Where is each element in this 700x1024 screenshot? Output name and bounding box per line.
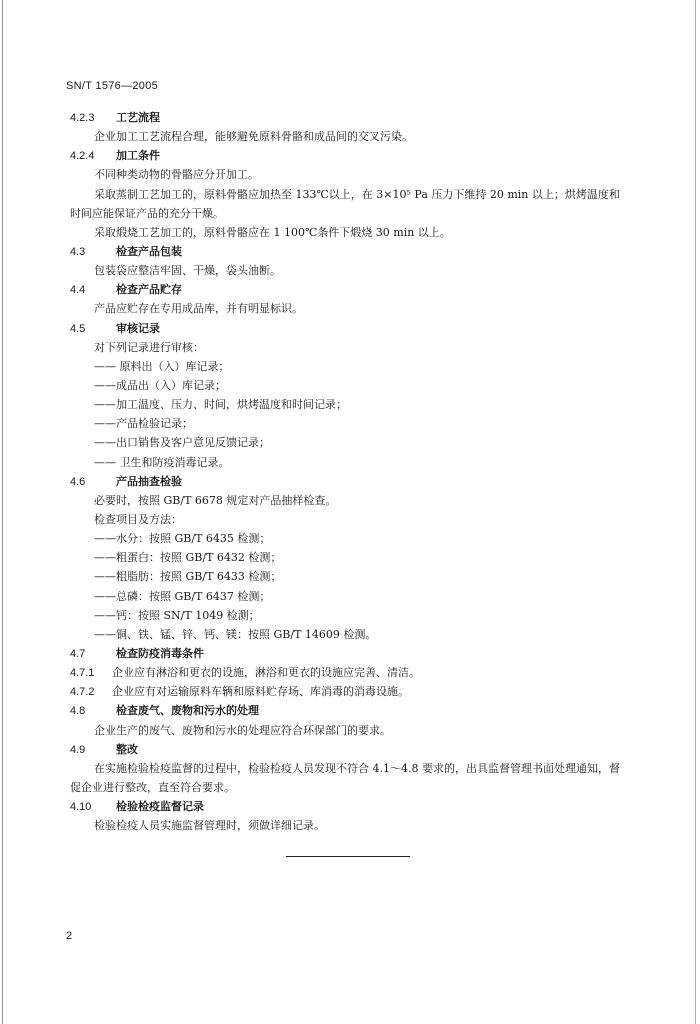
section-title: 检查产品包装	[116, 245, 182, 259]
list-item: ——钙：按照 SN/T 1049 检测；	[94, 608, 260, 622]
paragraph: 必要时，按照 GB/T 6678 规定对产品抽样检查。	[94, 493, 337, 507]
standard-code-header: SN/T 1576—2005	[66, 80, 159, 92]
paragraph-wrapped: 采取蒸制工艺加工的，原料骨骼应加热至 133℃以上，在 3×10⁵ Pa 压力下维持 20 min 以上；烘烤温度和时间应能保证产品的充分干燥。	[70, 187, 620, 220]
section-heading-4-9	[0, 740, 700, 759]
section-title: 检查废气、废物和污水的处理	[116, 704, 259, 718]
section-number: 4.6	[70, 475, 86, 488]
paragraph: 包装袋应整洁牢固、干燥，袋头油断。	[94, 264, 281, 278]
section-title: 加工条件	[116, 149, 160, 163]
section-title: 检验检疫监督记录	[116, 800, 204, 814]
section-title: 检查防疫消毒条件	[116, 646, 204, 660]
clause-4-7-2	[0, 682, 700, 701]
section-number: 4.2.4	[70, 150, 95, 163]
section-title: 整改	[116, 742, 138, 756]
page-number: 2	[66, 930, 73, 942]
section-heading-4-2-3	[0, 108, 700, 127]
section-number: 4.4	[70, 284, 86, 297]
section-heading-4-10	[0, 797, 700, 816]
section-number: 4.10	[70, 801, 92, 814]
section-title: 产品抽查检验	[116, 474, 182, 488]
section-number: 4.8	[70, 705, 86, 718]
section-number: 4.3	[70, 246, 86, 259]
paragraph: 采取煅烧工艺加工的，原料骨骼应在 1 100℃条件下煅烧 30 min 以上。	[94, 225, 451, 239]
paragraph: 企业生产的废气、废物和污水的处理应符合环保部门的要求。	[94, 723, 391, 737]
list-item: —— 卫生和防疫消毒记录。	[94, 455, 230, 469]
clause-text: 企业应有淋浴和更衣的设施，淋浴和更衣的设施应完善、清洁。	[112, 666, 420, 680]
list-item: ——产品检验记录；	[94, 417, 193, 431]
section-heading-4-6	[0, 472, 700, 491]
paragraph: 产品应贮存在专用成品库，并有明显标识。	[94, 302, 303, 316]
list-item: ——铜、铁、锰、锌、钙、镁：按照 GB/T 14609 检测。	[94, 627, 377, 641]
list-item: —— 原料出（入）库记录；	[94, 359, 230, 373]
section-title: 审核记录	[116, 321, 160, 335]
list-item: ——出口销售及客户意见反馈记录；	[94, 436, 270, 450]
paragraph: 检验检疫人员实施监督管理时，须做详细记录。	[94, 819, 325, 833]
list-item: ——粗脂肪：按照 GB/T 6433 检测；	[94, 570, 282, 584]
section-number: 4.2.3	[70, 112, 95, 124]
list-item: ——加工温度、压力、时间，烘烤温度和时间记录；	[94, 398, 347, 412]
section-number: 4.5	[70, 322, 86, 335]
paragraph-wrapped: 在实施检验检疫监督的过程中，检验检疫人员发现不符合 4.1～4.8 要求的，出具监督管理书面处理通知，督促企业进行整改，直至符合要求。	[70, 761, 620, 794]
paragraph: 对下列记录进行审核：	[94, 340, 204, 354]
section-number: 4.7	[70, 647, 86, 660]
clause-4-7-1	[0, 663, 700, 682]
section-number: 4.9	[70, 743, 86, 756]
section-heading-4-5	[0, 319, 700, 338]
paragraph: 不同种类动物的骨骼应分开加工。	[94, 168, 259, 182]
list-item: ——粗蛋白：按照 GB/T 6432 检测；	[94, 551, 282, 565]
section-heading-4-3	[0, 242, 700, 261]
section-heading-4-4	[0, 280, 700, 299]
section-number: 4.7.2	[70, 686, 95, 699]
section-title: 检查产品贮存	[116, 283, 182, 297]
end-of-document-rule	[286, 856, 410, 857]
list-item: ——水分：按照 GB/T 6435 检测；	[94, 532, 271, 546]
section-heading-4-8	[0, 701, 700, 720]
list-item: ——总磷：按照 GB/T 6437 检测；	[94, 589, 271, 603]
section-heading-4-2-4	[0, 146, 700, 165]
clause-text: 企业应有对运输原料车辆和原料贮存场、库消毒的消毒设施。	[112, 685, 409, 699]
section-number: 4.7.1	[70, 667, 95, 680]
paragraph: 检查项目及方法：	[94, 512, 182, 526]
section-heading-4-7	[0, 644, 700, 663]
list-item: ——成品出（入）库记录；	[94, 379, 226, 392]
document-body	[0, 108, 700, 835]
paragraph: 企业加工工艺流程合理，能够避免原料骨骼和成品间的交叉污染。	[94, 130, 413, 144]
section-title: 工艺流程	[116, 111, 160, 124]
